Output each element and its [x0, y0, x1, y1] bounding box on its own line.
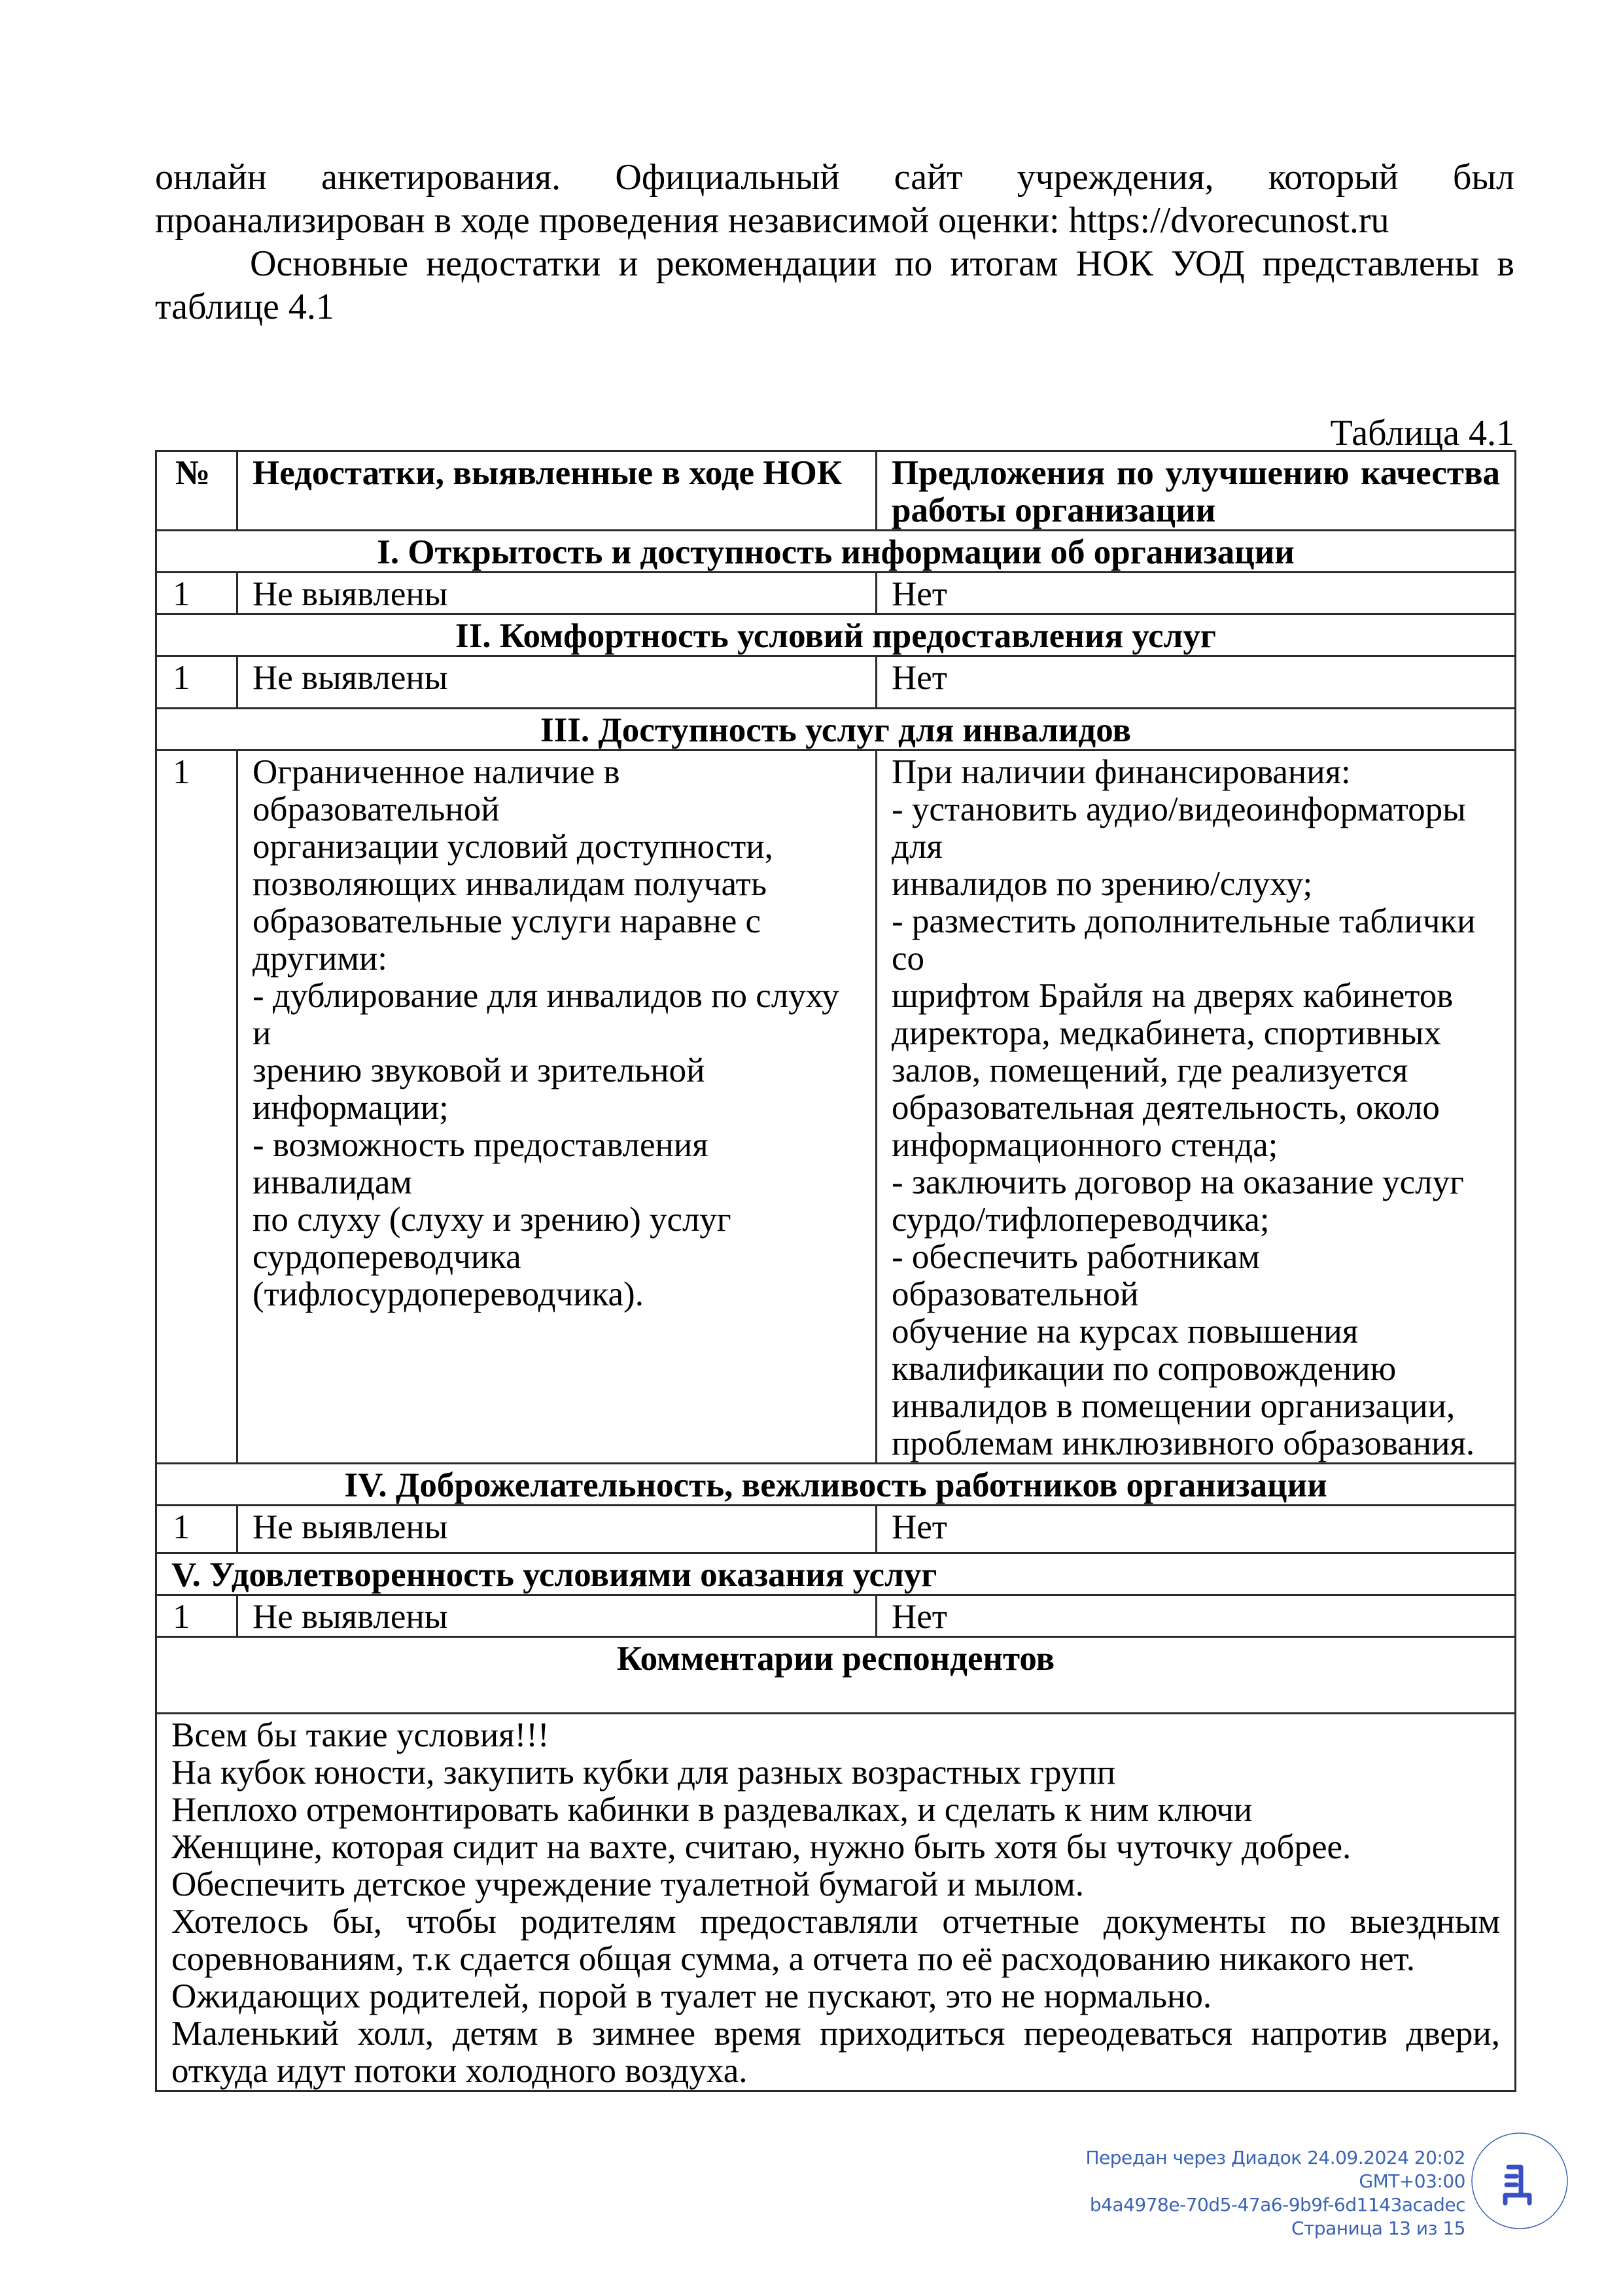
section-title: I. Открытость и доступность информации об организации: [156, 531, 1516, 573]
nok-results-table: [155, 450, 1516, 2092]
table-header-row: [156, 451, 1516, 531]
comment-item: На кубок юности, закупить кубки для разных возрастных групп: [171, 1754, 1116, 1792]
section-row-2: [156, 614, 1516, 656]
row-num: 1: [156, 573, 237, 614]
text-line: инвалидов по зрению/слуху;: [892, 865, 1313, 903]
intro-paragraph-2: Основные недостатки и рекомендации по итогам НОК УОД представлены в таблице 4.1: [155, 243, 1514, 327]
text-line: залов, помещений, где реализуется: [892, 1051, 1408, 1089]
comment-item: Всем бы такие условия!!!: [171, 1716, 550, 1754]
row-num: 1: [156, 656, 237, 709]
text-line: Ограниченное наличие в образовательной: [253, 753, 620, 828]
text-line: - заключить договор на оказание услуг: [892, 1163, 1464, 1201]
table-caption: Таблица 4.1: [1330, 413, 1514, 453]
row-proposal: Нет: [877, 1506, 1516, 1553]
comment-item: Неплохо отремонтировать кабинки в раздевалках, и сделать к ним ключи: [171, 1791, 1253, 1829]
table-row: [156, 1506, 1516, 1553]
text-line: шрифтом Брайля на дверях кабинетов: [892, 977, 1454, 1015]
section-row-3: [156, 709, 1516, 751]
section-title: III. Доступность услуг для инвалидов: [156, 709, 1516, 751]
section-title: IV. Доброжелательность, вежливость работников организации: [156, 1464, 1516, 1506]
text-line: зрению звуковой и зрительной: [253, 1051, 705, 1089]
text-line: образовательная деятельность, около: [892, 1089, 1440, 1127]
comment-item: Хотелось бы, чтобы родителям предоставляли отчетные документы по выездным соревнованиям, т.к сдается общая сумма, а отчета по её расходованию никакого нет.: [171, 1903, 1500, 1978]
text-line: При наличии финансирования:: [892, 753, 1351, 791]
comment-item: Обеспечить детское учреждение туалетной бумагой и мылом.: [171, 1865, 1085, 1903]
intro-text: [155, 156, 1514, 328]
text-line: инвалидов в помещении организации,: [892, 1387, 1456, 1425]
text-line: - обеспечить работникам образовательной: [892, 1238, 1260, 1313]
intro-paragraph-1: онлайн анкетирования. Официальный сайт учреждения, который был проанализирован в ходе проведения независимой оценки: https://dvorecunost.ru: [155, 157, 1514, 241]
text-line: информационного стенда;: [892, 1126, 1278, 1164]
text-line: - установить аудио/видеоинформаторы для: [892, 790, 1466, 866]
text-line: квалификации по сопровождению: [892, 1350, 1397, 1388]
comments-list: [156, 1714, 1516, 2091]
table-row: [156, 656, 1516, 709]
comments-title: Комментарии респондентов: [156, 1637, 1516, 1714]
text-line: - возможность предоставления инвалидам: [253, 1126, 708, 1201]
row-num: 1: [156, 1506, 237, 1553]
comment-item: Маленький холл, детям в зимнее время приходиться переодеваться напротив двери, откуда идут потоки холодного воздуха.: [171, 2015, 1500, 2090]
text-line: по слуху (слуху и зрению) услуг: [253, 1201, 731, 1239]
header-shortcomings: Недостатки, выявленные в ходе НОК: [237, 451, 877, 531]
comment-item: Женщине, которая сидит на вахте, считаю, нужно быть хотя бы чуточку добрее.: [171, 1828, 1352, 1866]
row-shortcoming: Не выявлены: [237, 573, 877, 614]
text-line: проблемам инклюзивного образования.: [892, 1424, 1475, 1462]
section-row-5: [156, 1553, 1516, 1595]
section-title: V. Удовлетворенность условиями оказания услуг: [156, 1553, 1516, 1595]
diadoc-stamp: [981, 2146, 1465, 2240]
stamp-transmitted: Передан через Диадок 24.09.2024 20:02 GMT+03:00: [1085, 2147, 1465, 2192]
text-line: другими:: [253, 940, 387, 978]
row-num: 1: [156, 751, 237, 1464]
text-line: - разместить дополнительные таблички со: [892, 902, 1476, 978]
text-line: сурдо/тифлопереводчика;: [892, 1201, 1270, 1239]
diadoc-logo-icon: [1471, 2132, 1569, 2230]
comments-row: [156, 1714, 1516, 2091]
table-row: [156, 1595, 1516, 1637]
row-shortcoming: [237, 751, 877, 1464]
stamp-page-number: Страница 13 из 15: [1291, 2217, 1465, 2239]
text-line: позволяющих инвалидам получать: [253, 865, 767, 903]
text-line: организации условий доступности,: [253, 828, 773, 866]
comments-header-row: [156, 1637, 1516, 1714]
text-line: образовательные услуги наравне с: [253, 902, 761, 940]
row-shortcoming: Не выявлены: [237, 1506, 877, 1553]
section-title: II. Комфортность условий предоставления услуг: [156, 614, 1516, 656]
table-row: [156, 573, 1516, 614]
text-line: обучение на курсах повышения: [892, 1313, 1359, 1351]
text-line: информации;: [253, 1089, 449, 1127]
header-proposals: Предложения по улучшению качества работы организации: [877, 451, 1516, 531]
text-line: (тифлосурдопереводчика).: [253, 1275, 644, 1313]
row-shortcoming: Не выявлены: [237, 656, 877, 709]
text-line: - дублирование для инвалидов по слуху и: [253, 977, 839, 1052]
table-row: [156, 751, 1516, 1464]
row-proposal: Нет: [877, 656, 1516, 709]
stamp-document-id: b4a4978e-70d5-47a6-9b9f-6d1143acadec: [1089, 2194, 1465, 2216]
comment-item: Ожидающих родителей, порой в туалет не пускают, это не нормально.: [171, 1977, 1212, 2015]
row-proposal: Нет: [877, 573, 1516, 614]
text-line: директора, медкабинета, спортивных: [892, 1014, 1441, 1052]
row-num: 1: [156, 1595, 237, 1637]
row-proposal: [877, 751, 1516, 1464]
section-row-1: [156, 531, 1516, 573]
row-shortcoming: Не выявлены: [237, 1595, 877, 1637]
section-row-4: [156, 1464, 1516, 1506]
header-num: №: [156, 451, 237, 531]
text-line: сурдопереводчика: [253, 1238, 521, 1276]
row-proposal: Нет: [877, 1595, 1516, 1637]
